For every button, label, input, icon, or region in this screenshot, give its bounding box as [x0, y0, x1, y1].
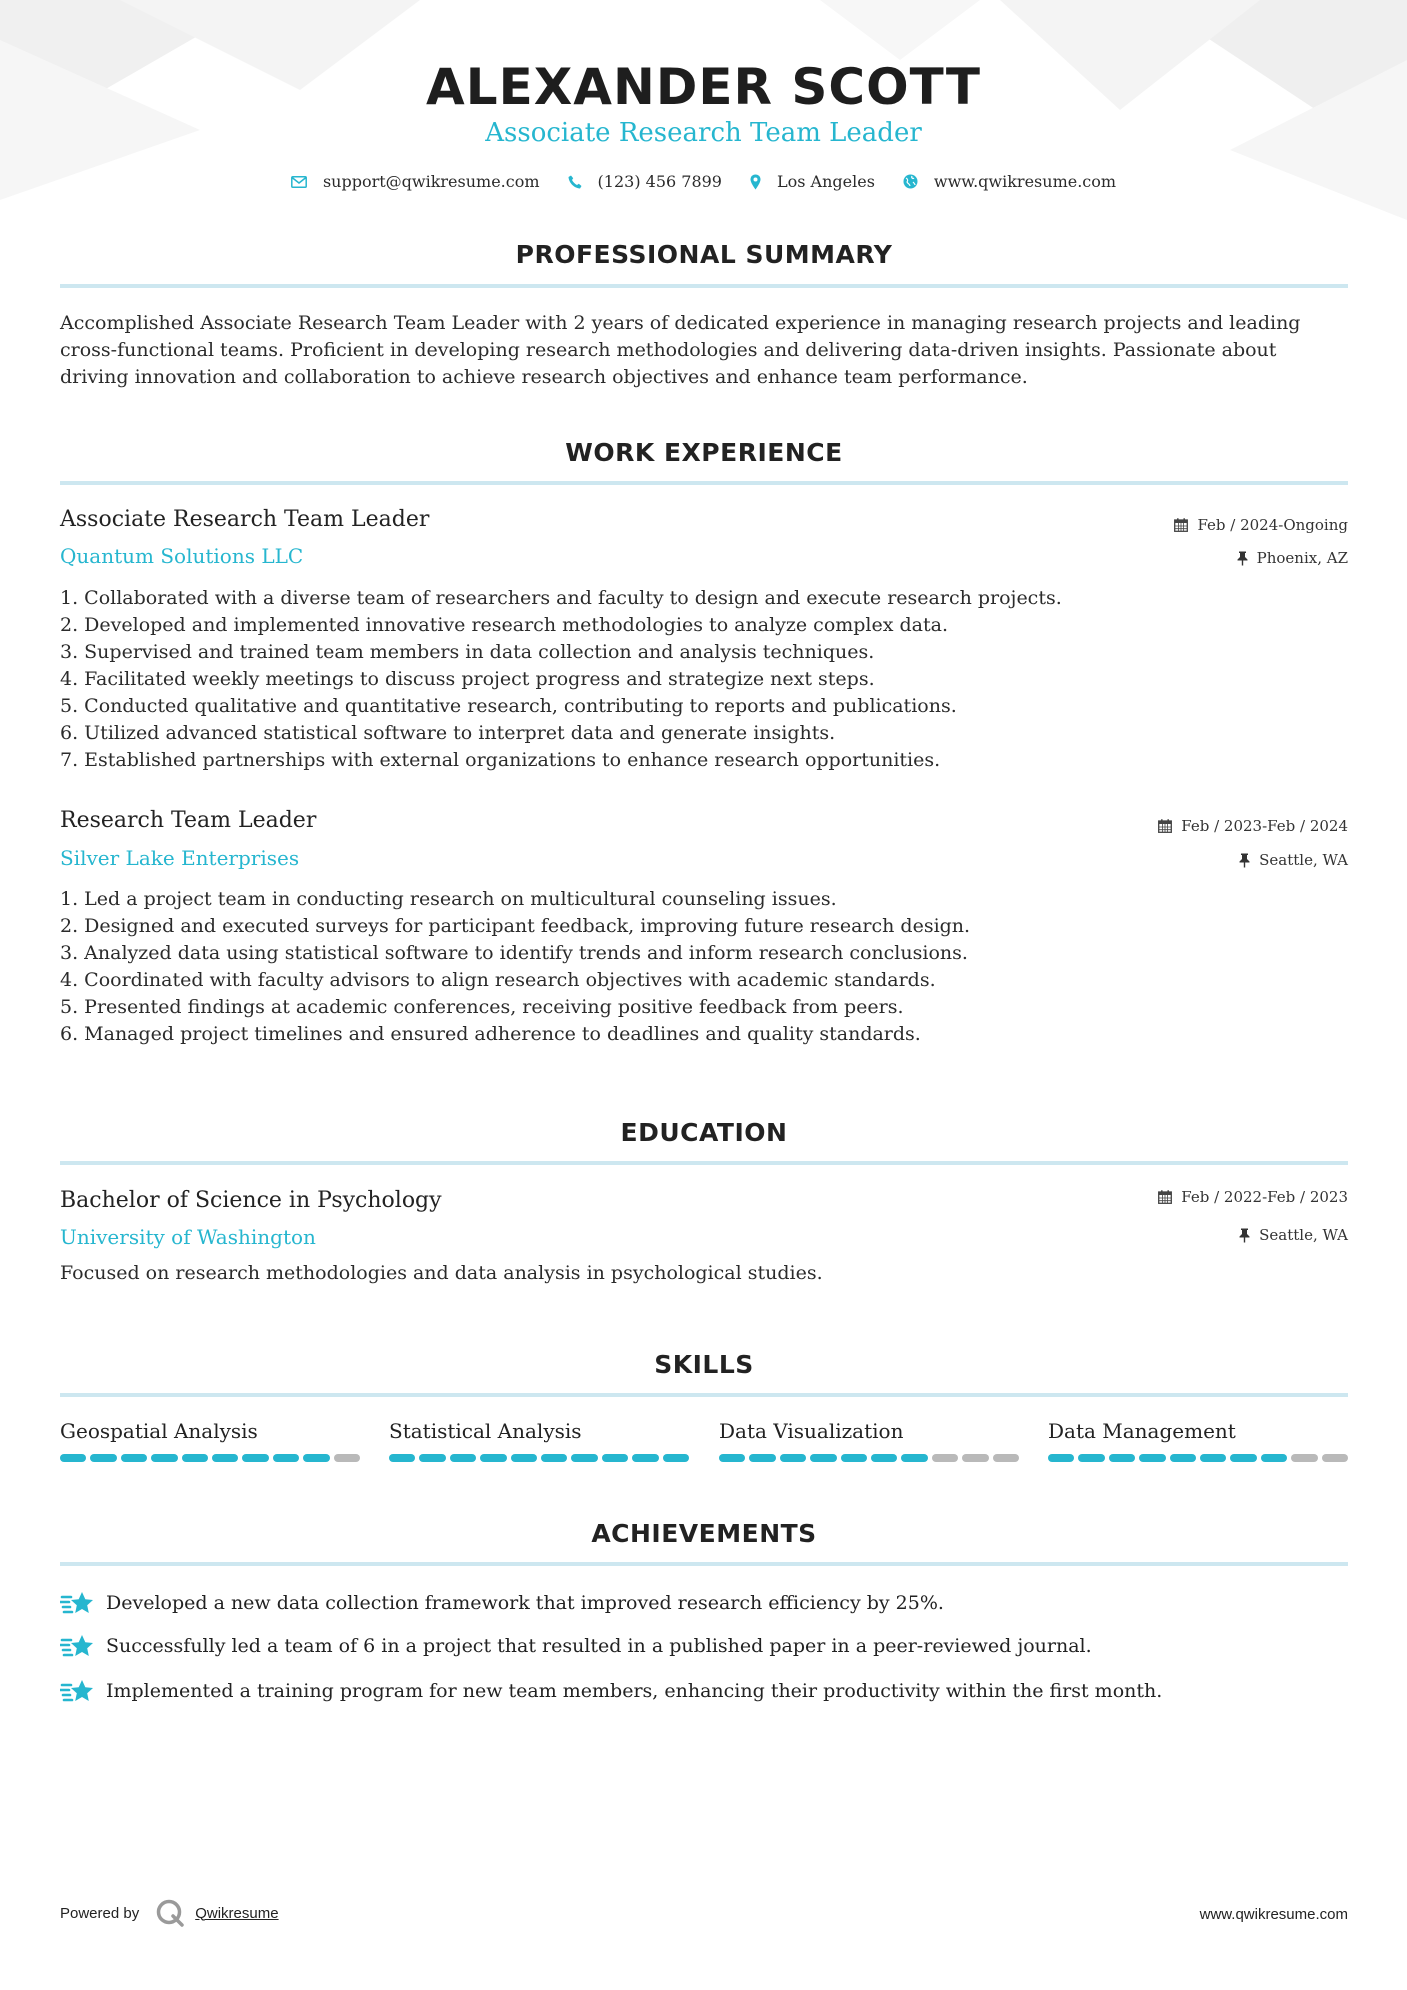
calendar-icon: [1158, 819, 1172, 833]
contact-location-text: Los Angeles: [776, 172, 875, 191]
job-title: Associate Research Team Leader: [60, 507, 430, 532]
education-divider: [60, 1161, 1348, 1165]
list-item: 4. Facilitated weekly meetings to discuss project progress and strategize next steps.: [60, 668, 875, 690]
job-dates-text: Feb / 2024-Ongoing: [1197, 516, 1348, 534]
list-item: 2. Developed and implemented innovative research methodologies to analyze complex data.: [60, 614, 948, 636]
skill-segment-filled: [182, 1454, 208, 1462]
experience-divider: [60, 481, 1348, 485]
skill-segment-filled: [602, 1454, 628, 1462]
contact-email-text: support@qwikresume.com: [322, 172, 540, 191]
achievement-item: [60, 1632, 1092, 1660]
skill-segment-filled: [450, 1454, 476, 1462]
achievements-divider: [60, 1562, 1348, 1566]
education-location-text: Seattle, WA: [1259, 1226, 1348, 1244]
skill-segment-filled: [780, 1454, 806, 1462]
education-location: [1239, 1226, 1348, 1244]
shooting-star-icon: [60, 1589, 94, 1617]
footer-powered-by: [60, 1898, 279, 1928]
powered-by-label: Powered by: [60, 1904, 140, 1922]
skill-segment-filled: [273, 1454, 299, 1462]
skill-segment-filled: [810, 1454, 836, 1462]
candidate-role: Associate Research Team Leader: [485, 118, 922, 148]
list-item: 4. Coordinated with faculty advisors to align research objectives with academic standards.: [60, 969, 936, 991]
skills-divider: [60, 1393, 1348, 1397]
job-location: [1239, 851, 1348, 869]
skill-name: Statistical Analysis: [389, 1419, 582, 1443]
skill-segment-empty: [1291, 1454, 1317, 1462]
skill-segment-filled: [1230, 1454, 1256, 1462]
skill-segment-filled: [212, 1454, 238, 1462]
skill-segment-filled: [871, 1454, 897, 1462]
skill-name: Data Visualization: [719, 1419, 904, 1443]
job-responsibilities: [60, 585, 1240, 774]
job-company: Silver Lake Enterprises: [60, 846, 300, 870]
skill-statistical-analysis: [389, 1418, 689, 1462]
skill-segment-filled: [419, 1454, 445, 1462]
skill-segment-filled: [1261, 1454, 1287, 1462]
summary-heading: PROFESSIONAL SUMMARY: [515, 240, 893, 269]
skill-segment-filled: [60, 1454, 86, 1462]
skill-segment-filled: [242, 1454, 268, 1462]
list-item: 1. Collaborated with a diverse team of researchers and faculty to design and execute research projects.: [60, 587, 1062, 609]
list-item: 2. Designed and executed surveys for participant feedback, improving future research design.: [60, 915, 971, 937]
summary-divider: [60, 284, 1348, 288]
list-item: 3. Analyzed data using statistical software to identify trends and inform research conclusions.: [60, 942, 968, 964]
list-item: 6. Utilized advanced statistical software to interpret data and generate insights.: [60, 722, 836, 744]
candidate-name: ALEXANDER SCOTT: [426, 58, 981, 116]
skill-geospatial-analysis: [60, 1418, 360, 1462]
skill-level-bar: [389, 1454, 689, 1462]
skill-segment-filled: [841, 1454, 867, 1462]
education-description: Focused on research methodologies and data analysis in psychological studies.: [60, 1262, 823, 1284]
education-dates: [1158, 1188, 1348, 1206]
job-company: Quantum Solutions LLC: [60, 544, 304, 568]
job-location-text: Phoenix, AZ: [1256, 549, 1348, 567]
achievement-text: Developed a new data collection framework that improved research efficiency by 25%.: [106, 1592, 944, 1614]
skill-segment-filled: [1170, 1454, 1196, 1462]
summary-text: Accomplished Associate Research Team Leader with 2 years of dedicated experience in managing research projects and leading cross-functional teams. Proficient in developing research methodologies and delivering data-driven insights. Passionate about driving innovation and collaboration to achieve research objectives and enhance team performance.: [60, 312, 1301, 388]
footer-website[interactable]: www.qwikresume.com: [1199, 1906, 1348, 1923]
skill-segment-empty: [993, 1454, 1019, 1462]
job-responsibilities: [60, 886, 1240, 1048]
education-dates-text: Feb / 2022-Feb / 2023: [1181, 1188, 1348, 1206]
skill-level-bar: [719, 1454, 1019, 1462]
achievement-text: Successfully led a team of 6 in a project that resulted in a published paper in a peer-reviewed journal.: [106, 1635, 1092, 1657]
skill-segment-filled: [901, 1454, 927, 1462]
skill-segment-filled: [632, 1454, 658, 1462]
skill-level-bar: [1048, 1454, 1348, 1462]
skill-segment-filled: [1048, 1454, 1074, 1462]
skill-segment-filled: [121, 1454, 147, 1462]
envelope-icon: [291, 176, 307, 188]
experience-heading: WORK EXPERIENCE: [565, 438, 843, 467]
skill-segment-filled: [719, 1454, 745, 1462]
skill-segment-filled: [1200, 1454, 1226, 1462]
map-marker-icon: [750, 174, 761, 190]
skill-data-management: [1048, 1418, 1348, 1462]
degree-title: Bachelor of Science in Psychology: [60, 1188, 442, 1213]
skill-segment-filled: [749, 1454, 775, 1462]
skill-segment-filled: [151, 1454, 177, 1462]
calendar-icon: [1174, 518, 1188, 532]
contact-email[interactable]: [291, 172, 540, 191]
skill-level-bar: [60, 1454, 360, 1462]
skill-segment-empty: [932, 1454, 958, 1462]
job-dates-text: Feb / 2023-Feb / 2024: [1181, 817, 1348, 835]
contact-phone[interactable]: [568, 172, 722, 191]
job-title: Research Team Leader: [60, 808, 317, 833]
list-item: 5. Conducted qualitative and quantitative research, contributing to reports and publications.: [60, 695, 957, 717]
skill-segment-empty: [334, 1454, 360, 1462]
achievements-heading: ACHIEVEMENTS: [591, 1519, 817, 1548]
phone-icon: [568, 175, 582, 189]
list-item: 3. Supervised and trained team members in data collection and analysis techniques.: [60, 641, 875, 663]
job-location: [1237, 549, 1348, 567]
job-dates: [1158, 817, 1348, 835]
list-item: 1. Led a project team in conducting research on multicultural counseling issues.: [60, 888, 837, 910]
skills-heading: SKILLS: [654, 1350, 754, 1379]
skill-segment-filled: [511, 1454, 537, 1462]
skill-segment-filled: [389, 1454, 415, 1462]
shooting-star-icon: [60, 1632, 94, 1660]
skill-segment-filled: [571, 1454, 597, 1462]
contact-phone-text: (123) 456 7899: [597, 172, 722, 191]
skill-name: Geospatial Analysis: [60, 1419, 258, 1443]
pushpin-icon: [1239, 1228, 1250, 1243]
skill-name: Data Management: [1048, 1419, 1236, 1443]
pushpin-icon: [1239, 853, 1250, 868]
skill-segment-filled: [663, 1454, 689, 1462]
qwikresume-logo-icon: [155, 1898, 185, 1928]
contact-website-text: www.qwikresume.com: [933, 172, 1117, 191]
contact-bar: [0, 172, 1407, 191]
skill-segment-filled: [1078, 1454, 1104, 1462]
pushpin-icon: [1237, 551, 1248, 566]
achievement-item: [60, 1677, 1162, 1705]
skill-segment-empty: [1322, 1454, 1348, 1462]
skill-data-visualization: [719, 1418, 1019, 1462]
shooting-star-icon: [60, 1677, 94, 1705]
skill-segment-filled: [1109, 1454, 1135, 1462]
skill-segment-filled: [90, 1454, 116, 1462]
education-heading: EDUCATION: [620, 1118, 788, 1147]
calendar-icon: [1158, 1190, 1172, 1204]
skill-segment-filled: [303, 1454, 329, 1462]
list-item: 6. Managed project timelines and ensured adherence to deadlines and quality standards.: [60, 1023, 921, 1045]
skill-segment-empty: [962, 1454, 988, 1462]
contact-location: [750, 172, 875, 191]
globe-icon: [903, 174, 918, 189]
job-dates: [1174, 516, 1348, 534]
achievement-item: [60, 1589, 944, 1617]
list-item: 5. Presented findings at academic conferences, receiving positive feedback from peers.: [60, 996, 904, 1018]
skill-segment-filled: [541, 1454, 567, 1462]
achievement-text: Implemented a training program for new team members, enhancing their productivity within the first month.: [106, 1680, 1163, 1702]
skill-segment-filled: [480, 1454, 506, 1462]
list-item: 7. Established partnerships with external organizations to enhance research opportunities.: [60, 749, 941, 771]
qwikresume-link[interactable]: Qwikresume: [195, 1904, 279, 1922]
skill-segment-filled: [1139, 1454, 1165, 1462]
school-name: University of Washington: [60, 1225, 316, 1249]
contact-website[interactable]: [903, 172, 1116, 191]
job-location-text: Seattle, WA: [1259, 851, 1348, 869]
